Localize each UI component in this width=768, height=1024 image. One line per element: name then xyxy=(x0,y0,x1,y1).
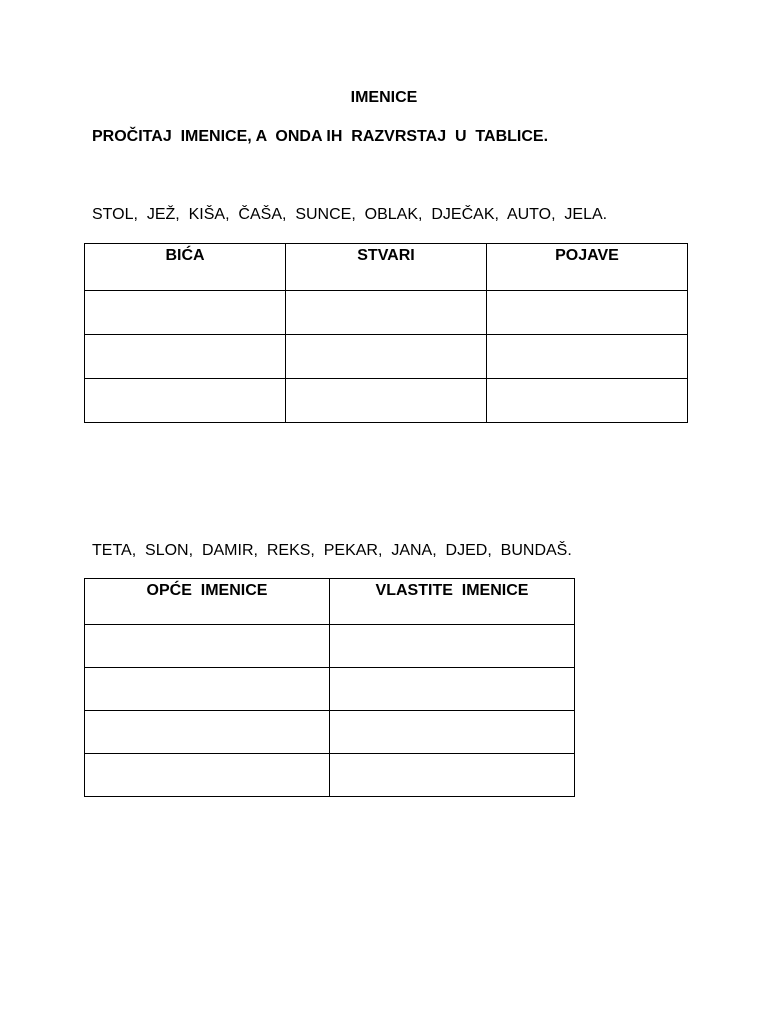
answer-cell[interactable] xyxy=(286,335,487,379)
column-header-vlastite-imenice: VLASTITE IMENICE xyxy=(330,579,575,625)
table-row xyxy=(85,625,575,668)
table-header-row xyxy=(85,579,575,625)
word-list-2: TETA, SLON, DAMIR, REKS, PEKAR, JANA, DJED, BUNDAŠ. xyxy=(92,542,572,559)
table-row xyxy=(85,335,688,379)
answer-cell[interactable] xyxy=(487,379,688,423)
answer-cell[interactable] xyxy=(487,335,688,379)
table-row xyxy=(85,754,575,797)
answer-cell[interactable] xyxy=(330,625,575,668)
answer-cell[interactable] xyxy=(487,291,688,335)
column-header-opce-imenice: OPĆE IMENICE xyxy=(85,579,330,625)
instruction-text: PROČITAJ IMENICE, A ONDA IH RAZVRSTAJ U TABLICE. xyxy=(92,128,549,145)
column-header-bica: BIĆA xyxy=(85,244,286,291)
table-row xyxy=(85,379,688,423)
answer-cell[interactable] xyxy=(85,379,286,423)
worksheet-title: IMENICE xyxy=(350,89,418,106)
answer-cell[interactable] xyxy=(286,291,487,335)
answer-cell[interactable] xyxy=(85,625,330,668)
answer-cell[interactable] xyxy=(330,711,575,754)
table-row xyxy=(85,291,688,335)
word-list-1: STOL, JEŽ, KIŠA, ČAŠA, SUNCE, OBLAK, DJEČAK, AUTO, JELA. xyxy=(92,206,608,223)
column-header-pojave: POJAVE xyxy=(487,244,688,291)
sorting-table-1 xyxy=(84,243,688,423)
answer-cell[interactable] xyxy=(286,379,487,423)
answer-cell[interactable] xyxy=(85,291,286,335)
answer-cell[interactable] xyxy=(85,668,330,711)
table-header-row xyxy=(85,244,688,291)
sorting-table-2 xyxy=(84,578,575,797)
answer-cell[interactable] xyxy=(85,711,330,754)
column-header-stvari: STVARI xyxy=(286,244,487,291)
answer-cell[interactable] xyxy=(330,754,575,797)
answer-cell[interactable] xyxy=(330,668,575,711)
answer-cell[interactable] xyxy=(85,335,286,379)
table-row xyxy=(85,668,575,711)
table-row xyxy=(85,711,575,754)
answer-cell[interactable] xyxy=(85,754,330,797)
